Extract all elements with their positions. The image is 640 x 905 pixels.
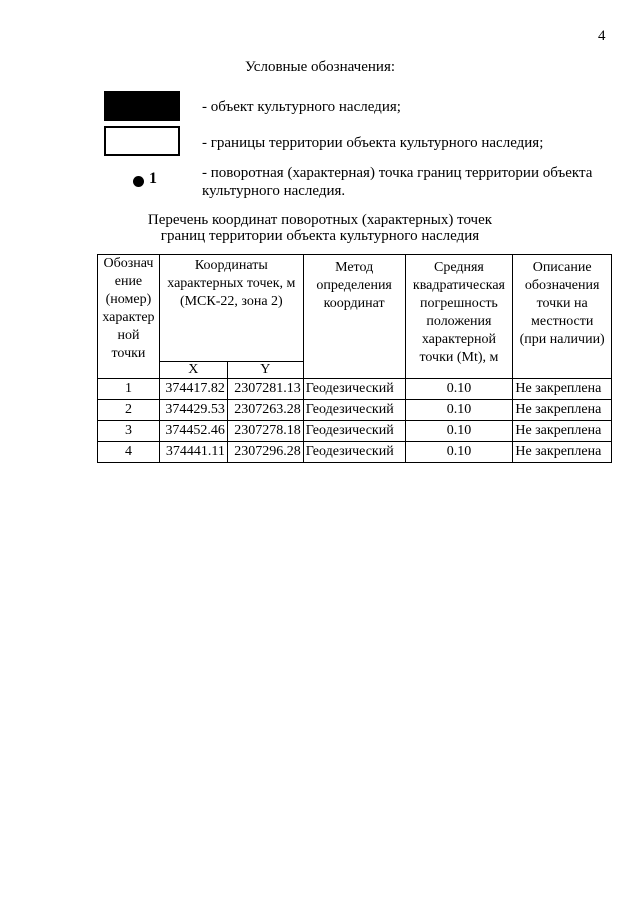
row-y: 2307281.13 (227, 379, 303, 400)
row-error: 0.10 (405, 442, 513, 463)
table-row (98, 400, 612, 421)
table-title-line2: границ территории объекта культурного наследия (160, 228, 480, 244)
row-x: 374429.53 (159, 400, 227, 421)
row-y: 2307278.18 (227, 421, 303, 442)
table-title-line1: Перечень координат поворотных (характерных) точек (147, 212, 493, 228)
row-description: Не закреплена (513, 379, 612, 400)
legend-item-heritage: - объект культурного наследия; (202, 99, 401, 115)
table-header-row (98, 255, 612, 362)
row-method: Геодезический (303, 379, 405, 400)
row-description: Не закреплена (513, 442, 612, 463)
row-x: 374417.82 (159, 379, 227, 400)
legend-item-point-line2: культурного наследия. (202, 183, 346, 199)
coordinates-table (97, 254, 612, 463)
row-error: 0.10 (405, 379, 513, 400)
legend-item-point-line1: - поворотная (характерная) точка границ территории объекта (202, 165, 593, 181)
row-number: 3 (98, 421, 160, 442)
table-title (0, 212, 640, 244)
header-x: X (159, 362, 227, 379)
point-marker (133, 170, 157, 187)
table-row (98, 442, 612, 463)
row-error: 0.10 (405, 421, 513, 442)
row-method: Геодезический (303, 421, 405, 442)
row-method: Геодезический (303, 400, 405, 421)
header-description: Описание обозначения точки на местности (при наличии) (513, 255, 612, 379)
territory-border-swatch (104, 126, 180, 156)
row-number: 4 (98, 442, 160, 463)
row-description: Не закреплена (513, 421, 612, 442)
header-designation: Обознач ение (номер) характер ной точки (98, 255, 160, 379)
legend-item-territory: - границы территории объекта культурного наследия; (202, 135, 544, 151)
row-description: Не закреплена (513, 400, 612, 421)
row-number: 1 (98, 379, 160, 400)
point-marker-label: 1 (149, 169, 157, 187)
page-number: 4 (598, 28, 606, 44)
table-row (98, 421, 612, 442)
row-y: 2307296.28 (227, 442, 303, 463)
point-dot-icon (133, 176, 144, 187)
legend-title: Условные обозначения: (244, 59, 396, 75)
row-x: 374452.46 (159, 421, 227, 442)
header-error: Средняя квадратическая погрешность положения характерной точки (Mt), м (405, 255, 513, 379)
cultural-heritage-swatch (104, 91, 180, 121)
header-y: Y (227, 362, 303, 379)
row-number: 2 (98, 400, 160, 421)
row-error: 0.10 (405, 400, 513, 421)
header-method: Метод определения координат (303, 255, 405, 379)
row-y: 2307263.28 (227, 400, 303, 421)
row-x: 374441.11 (159, 442, 227, 463)
header-coords: Координаты характерных точек, м (МСК-22, зона 2) (159, 255, 303, 362)
row-method: Геодезический (303, 442, 405, 463)
table-row (98, 379, 612, 400)
